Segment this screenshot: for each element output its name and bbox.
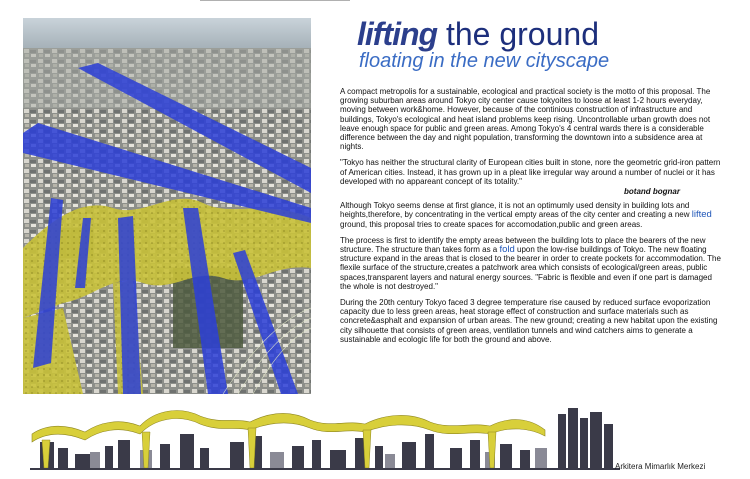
page-title bbox=[357, 17, 599, 51]
paragraph-process-text-a: The process is first to identify the empty areas between the building lots to place the bearers of the new structure. The structure than takes form as a bbox=[340, 235, 706, 255]
aerial-city-photo bbox=[23, 18, 311, 394]
top-rule bbox=[200, 0, 350, 1]
highlight-fold: fold bbox=[499, 244, 515, 256]
paragraph-density-text-b: ground, this proposal tries to create spaces for accomodation,public and green areas. bbox=[340, 219, 643, 229]
title-block bbox=[357, 17, 737, 87]
body-text bbox=[340, 87, 725, 351]
title-word-lifting: lifting bbox=[357, 16, 438, 52]
paragraph-process-text-b: upon the low-rise buildings of Tokyo. The new floating structure expand in the areas that is closed to the bearer in order to create pockets for accommodation. The flexile surface of the structure,creates a patchwork area which consists of ecological/green areas, public spaces,transparent layers and natural energy sources. "Fabric is flexible and even if one part is damaged the whole is not destroyed." bbox=[340, 245, 721, 291]
paragraph-density-text-a: Although Tokyo seems dense at first glance, it is not an optimumly used density in building lots and heights,therefore, by concentrating in the vertical empty areas of the city center and creating a new bbox=[340, 201, 692, 220]
paragraph-climate: During the 20th century Tokyo faced 3 degree temperature rise caused by reduced surface evoporization capacity due to less green areas, heat storage effect of construction and surface materials such as concrete&asphalt and expansion of urban areas. The new ground; creating a new habitat upon the existing city silhouette that consists of green areas, ventilation tunnels and wind catchers aims to generate a sustainable and ecologic life for both the ground and above. bbox=[340, 298, 718, 344]
highlight-lifted: lifted bbox=[691, 209, 712, 221]
page-subtitle: floating in the new cityscape bbox=[359, 50, 610, 72]
paragraph-quote: "Tokyo has neither the structural clarity of European cities built in stone, nore the geometric grid-iron pattern of American cities. Instead, it has grown up in a pleat like irregular way around a number of nuclei or it has developed with no appareant concept of its totality." bbox=[340, 158, 721, 186]
paragraph-density bbox=[340, 201, 725, 229]
title-word-ground: the ground bbox=[445, 16, 599, 52]
paragraph-process bbox=[340, 236, 725, 291]
skyline-section-diagram bbox=[30, 404, 620, 470]
paragraph-intro: A compact metropolis for a sustainable, ecological and practical society is the motto of this proposal. The growing suburban areas around Tokyo city center cause tokyoites to loose at least 1-2 hours everyday, moving between work&home. However, because of the continious construction of infrastructure and buildings, Tokyo's ecological and heat island problems keep rising. Uncontrollable urban growth does not leave enough space for public and green areas. Among Tokyo's 4 central wards there is a considerable difference between the day and night population, transforming the downtown into a subsidence area at nights. bbox=[340, 87, 711, 152]
quote-author: botand bognar bbox=[624, 187, 680, 197]
credit-watermark: Arkitera Mimarlık Merkezi bbox=[615, 462, 706, 471]
